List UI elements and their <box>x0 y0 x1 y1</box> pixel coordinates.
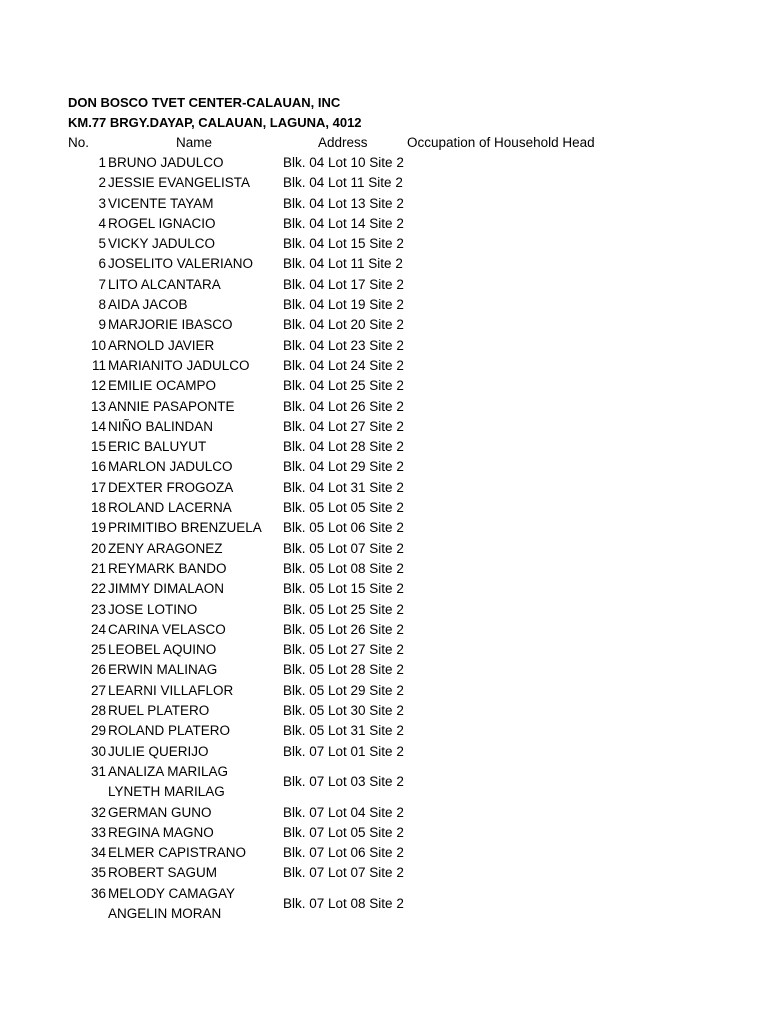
table-row <box>0 721 768 741</box>
table-row <box>0 437 768 457</box>
table-row <box>0 559 768 579</box>
column-header-no: No. <box>68 135 90 150</box>
table-row <box>0 478 768 498</box>
row-number: 4 <box>98 215 106 231</box>
table-row <box>0 884 768 925</box>
resident-name: BRUNO JADULCO <box>108 155 224 170</box>
resident-address: Blk. 05 Lot 27 Site 2 <box>283 642 404 658</box>
column-header-occupation: Occupation of Household Head <box>407 135 595 150</box>
resident-address: Blk. 04 Lot 10 Site 2 <box>283 155 404 170</box>
table-row <box>0 823 768 843</box>
table-row <box>0 397 768 417</box>
row-number: 34 <box>90 845 106 861</box>
row-number: 9 <box>98 317 106 333</box>
resident-name: ANALIZA MARILAG <box>108 763 229 779</box>
resident-name: NIÑO BALINDAN <box>108 418 214 434</box>
resident-name: ELMER CAPISTRANO <box>108 845 247 861</box>
resident-address: Blk. 07 Lot 03 Site 2 <box>283 774 404 790</box>
resident-address: Blk. 04 Lot 26 Site 2 <box>283 398 404 414</box>
row-number: 25 <box>90 642 106 658</box>
table-row <box>0 620 768 640</box>
resident-address: Blk. 04 Lot 19 Site 2 <box>283 297 404 313</box>
row-number: 13 <box>90 398 106 414</box>
resident-address: Blk. 05 Lot 26 Site 2 <box>283 621 404 637</box>
table-row <box>0 539 768 559</box>
table-row <box>0 376 768 396</box>
resident-name: LEOBEL AQUINO <box>108 642 217 658</box>
resident-address: Blk. 05 Lot 28 Site 2 <box>283 662 404 678</box>
resident-address: Blk. 05 Lot 25 Site 2 <box>283 601 404 617</box>
resident-address: Blk. 05 Lot 29 Site 2 <box>283 682 404 698</box>
resident-address: Blk. 05 Lot 08 Site 2 <box>283 560 404 576</box>
resident-name: ANGELIN MORAN <box>108 905 222 921</box>
row-number: 36 <box>90 885 106 901</box>
organization-address: KM.77 BRGY.DAYAP, CALAUAN, LAGUNA, 4012 <box>68 115 362 130</box>
row-number: 8 <box>98 297 106 313</box>
resident-name: ERWIN MALINAG <box>108 662 218 678</box>
row-number: 6 <box>98 256 106 272</box>
table-row <box>0 417 768 437</box>
row-number: 5 <box>98 236 106 252</box>
row-number: 33 <box>90 824 106 840</box>
table-row <box>0 640 768 660</box>
resident-name: JESSIE EVANGELISTA <box>108 175 251 191</box>
table-row <box>0 457 768 477</box>
table-row <box>0 843 768 863</box>
table-row <box>0 518 768 538</box>
table-row <box>0 660 768 680</box>
row-number: 15 <box>90 439 106 455</box>
resident-address: Blk. 05 Lot 30 Site 2 <box>283 703 404 719</box>
resident-address: Blk. 05 Lot 06 Site 2 <box>283 520 404 536</box>
table-row <box>0 254 768 274</box>
table-row <box>0 173 768 193</box>
resident-address: Blk. 04 Lot 28 Site 2 <box>283 439 404 455</box>
resident-name: LEARNI VILLAFLOR <box>108 682 234 698</box>
resident-name: MELODY CAMAGAY <box>108 885 236 901</box>
row-number: 11 <box>91 357 106 373</box>
row-number: 28 <box>90 703 106 719</box>
table-row <box>0 762 768 803</box>
table-row <box>0 194 768 214</box>
table-row <box>0 600 768 620</box>
resident-name: JOSELITO VALERIANO <box>108 256 254 272</box>
resident-name: GERMAN GUNO <box>108 804 212 820</box>
resident-name: ZENY ARAGONEZ <box>108 540 223 556</box>
resident-name: ERIC BALUYUT <box>108 439 207 455</box>
resident-name: ROLAND PLATERO <box>108 723 231 739</box>
resident-name: ARNOLD JAVIER <box>108 337 215 353</box>
row-number: 19 <box>90 520 106 536</box>
row-number: 3 <box>98 195 106 211</box>
row-number: 31 <box>90 763 106 779</box>
resident-address: Blk. 04 Lot 29 Site 2 <box>283 459 404 475</box>
table-row <box>0 295 768 315</box>
resident-address: Blk. 07 Lot 01 Site 2 <box>283 743 404 759</box>
table-row <box>0 742 768 762</box>
table-row <box>0 234 768 254</box>
table-row <box>0 803 768 823</box>
resident-name: ROGEL IGNACIO <box>108 215 216 231</box>
resident-address: Blk. 04 Lot 17 Site 2 <box>283 276 404 292</box>
resident-name: JIMMY DIMALAON <box>108 581 225 597</box>
resident-name: MARIANITO JADULCO <box>108 357 250 373</box>
resident-address: Blk. 04 Lot 27 Site 2 <box>283 418 404 434</box>
row-number: 7 <box>98 276 106 292</box>
table-row <box>0 214 768 234</box>
resident-name: VICENTE TAYAM <box>108 195 214 211</box>
row-number: 27 <box>90 682 106 698</box>
row-number: 32 <box>90 804 106 820</box>
row-number: 1 <box>98 155 106 170</box>
resident-address: Blk. 05 Lot 05 Site 2 <box>283 500 404 516</box>
resident-address: Blk. 07 Lot 07 Site 2 <box>283 865 404 881</box>
resident-address: Blk. 05 Lot 15 Site 2 <box>283 581 404 597</box>
resident-name: LITO ALCANTARA <box>108 276 221 292</box>
resident-name: REGINA MAGNO <box>108 824 214 840</box>
resident-name: LYNETH MARILAG <box>108 784 225 800</box>
table-row <box>0 275 768 295</box>
row-number: 20 <box>90 540 106 556</box>
resident-address: Blk. 04 Lot 31 Site 2 <box>283 479 404 495</box>
row-number: 14 <box>90 418 106 434</box>
resident-name: JOSE LOTINO <box>108 601 198 617</box>
row-number: 12 <box>90 378 106 394</box>
resident-address: Blk. 04 Lot 24 Site 2 <box>283 357 404 373</box>
table-row <box>0 863 768 883</box>
table-row <box>0 153 768 173</box>
resident-address: Blk. 04 Lot 11 Site 2 <box>283 256 403 272</box>
resident-address: Blk. 04 Lot 14 Site 2 <box>283 215 404 231</box>
resident-name: CARINA VELASCO <box>108 621 226 637</box>
row-number: 30 <box>90 743 106 759</box>
row-number: 24 <box>90 621 106 637</box>
table-row <box>0 701 768 721</box>
row-number: 35 <box>90 865 106 881</box>
row-number: 23 <box>90 601 106 617</box>
resident-address: Blk. 04 Lot 20 Site 2 <box>283 317 404 333</box>
resident-address: Blk. 07 Lot 08 Site 2 <box>283 895 404 911</box>
row-number: 26 <box>90 662 106 678</box>
resident-address: Blk. 07 Lot 04 Site 2 <box>283 804 404 820</box>
household-list <box>0 153 768 924</box>
table-row <box>0 315 768 335</box>
resident-address: Blk. 05 Lot 07 Site 2 <box>283 540 404 556</box>
resident-address: Blk. 04 Lot 13 Site 2 <box>283 195 404 211</box>
resident-address: Blk. 07 Lot 06 Site 2 <box>283 845 404 861</box>
resident-name: REYMARK BANDO <box>108 560 227 576</box>
resident-name: ANNIE PASAPONTE <box>108 398 235 414</box>
resident-name: ROBERT SAGUM <box>108 865 218 881</box>
column-header-name: Name <box>176 135 213 150</box>
resident-name: RUEL PLATERO <box>108 703 210 719</box>
resident-name: ROLAND LACERNA <box>108 500 232 516</box>
resident-address: Blk. 07 Lot 05 Site 2 <box>283 824 404 840</box>
table-row <box>0 356 768 376</box>
resident-name: EMILIE OCAMPO <box>108 378 217 394</box>
resident-name: VICKY JADULCO <box>108 236 216 252</box>
row-number: 16 <box>90 459 106 475</box>
resident-name: JULIE QUERIJO <box>108 743 209 759</box>
row-number: 22 <box>90 581 106 597</box>
resident-address: Blk. 04 Lot 23 Site 2 <box>283 337 404 353</box>
resident-name: MARLON JADULCO <box>108 459 233 475</box>
table-row <box>0 498 768 518</box>
resident-address: Blk. 04 Lot 11 Site 2 <box>283 175 403 191</box>
resident-address: Blk. 04 Lot 15 Site 2 <box>283 236 404 252</box>
resident-address: Blk. 05 Lot 31 Site 2 <box>283 723 404 739</box>
organization-name: DON BOSCO TVET CENTER-CALAUAN, INC <box>68 95 341 110</box>
table-row <box>0 579 768 599</box>
table-row <box>0 681 768 701</box>
row-number: 29 <box>90 723 106 739</box>
column-header-address: Address <box>318 135 368 150</box>
resident-name: PRIMITIBO BRENZUELA <box>108 520 262 536</box>
row-number: 18 <box>90 500 106 516</box>
row-number: 21 <box>90 560 106 576</box>
row-number: 10 <box>90 337 106 353</box>
resident-name: MARJORIE IBASCO <box>108 317 233 333</box>
row-number: 17 <box>90 479 106 495</box>
resident-name: DEXTER FROGOZA <box>108 479 234 495</box>
resident-name: AIDA JACOB <box>108 297 188 313</box>
resident-address: Blk. 04 Lot 25 Site 2 <box>283 378 404 394</box>
row-number: 2 <box>98 175 106 191</box>
table-row <box>0 336 768 356</box>
